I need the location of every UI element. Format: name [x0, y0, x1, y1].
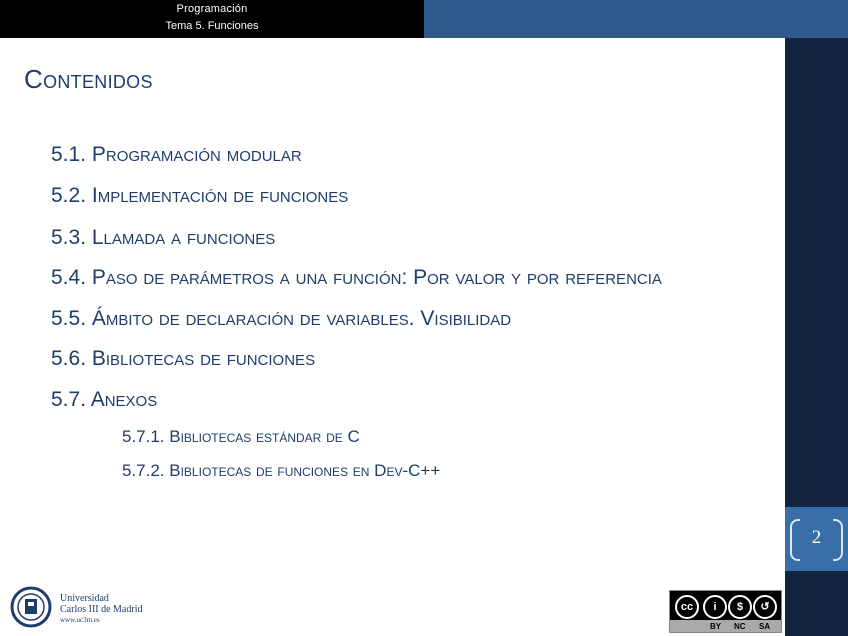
creative-commons-icon	[669, 590, 782, 633]
sharealike-icon: ↺	[753, 595, 777, 619]
header-left	[0, 0, 424, 38]
toc-item: 5.2. Implementación de funciones	[51, 184, 349, 207]
university-seal-icon	[10, 586, 52, 628]
right-bracket-decoration	[833, 519, 843, 561]
toc-item: 5.7. Anexos	[51, 388, 158, 411]
toc-item: 5.6. Bibliotecas de funciones	[51, 347, 316, 370]
university-web: www.uc3m.es	[60, 616, 100, 624]
cc-logo-icon: cc	[675, 595, 699, 619]
university-line2: Carlos III de Madrid	[60, 604, 143, 615]
topic-title: Tema 5. Funciones	[165, 20, 259, 32]
course-title: Programación	[176, 3, 248, 15]
toc-subitem: 5.7.1. Bibliotecas estándar de C	[122, 427, 360, 446]
toc-subitem: 5.7.2. Bibliotecas de funciones en Dev-C++	[122, 461, 441, 480]
page-number: 2	[811, 527, 822, 548]
by-attribution-icon: i	[703, 595, 727, 619]
header-band	[424, 0, 848, 38]
cc-label-sa: SA	[759, 622, 771, 631]
toc-item: 5.5. Ámbito de declaración de variables. Visibilidad	[51, 307, 512, 330]
university-name	[60, 593, 142, 626]
toc-item: 5.1. Programación modular	[51, 143, 302, 166]
noncommercial-icon: $	[728, 595, 752, 619]
university-line1: Universidad	[60, 593, 109, 604]
toc-item: 5.4. Paso de parámetros a una función: Por valor y por referencia	[51, 266, 662, 289]
cc-label-by: BY	[710, 622, 722, 631]
slide-title: Contenidos	[24, 64, 153, 94]
cc-label-band	[670, 620, 781, 632]
toc-item: 5.3. Llamada a funciones	[51, 226, 276, 249]
cc-label-nc: NC	[734, 622, 746, 631]
page-number-box	[785, 507, 848, 571]
